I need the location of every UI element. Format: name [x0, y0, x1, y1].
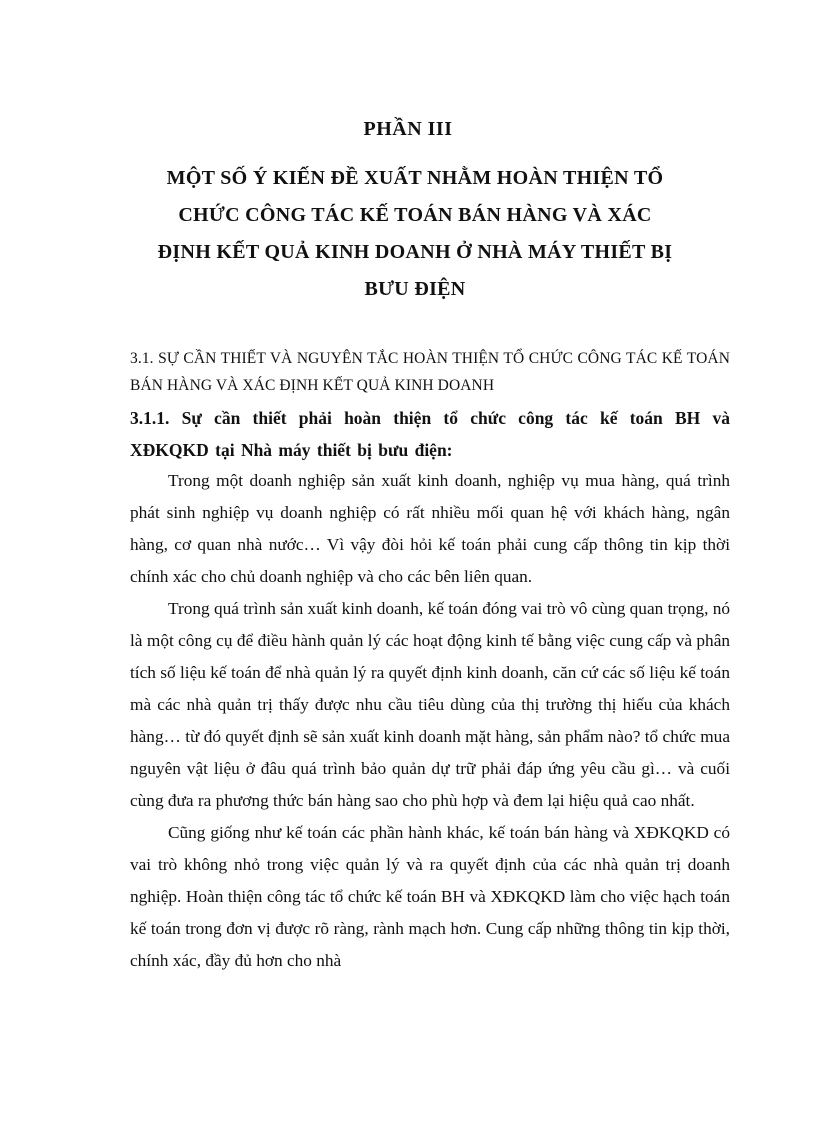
paragraph-1: Trong một doanh nghiệp sản xuất kinh doanh, nghiệp vụ mua hàng, quá trình phát sinh nghiệp vụ doanh nghiệp có rất nhiều mối quan hệ với khách hàng, ngân hàng, cơ quan nhà nước… Vì vậy đòi hỏi kế toán phải cung cấp thông tin kịp thời chính xác cho chủ doanh nghiệp và cho các bên liên quan.: [130, 471, 730, 586]
main-title: MỘT SỐ Ý KIẾN ĐỀ XUẤT NHẰM HOÀN THIỆN TỔ CHỨC CÔNG TÁC KẾ TOÁN BÁN HÀNG VÀ XÁC ĐỊNH KẾT QUẢ KINH DOANH Ở NHÀ MÁY THIẾT BỊ BƯU ĐIỆN: [157, 167, 673, 300]
section-title: 3.1. SỰ CẦN THIẾT VÀ NGUYÊN TẮC HOÀN THIỆN TỔ CHỨC CÔNG TÁC KẾ TOÁN BÁN HÀNG VÀ XÁC ĐỊNH KẾT QUẢ KINH DOANH: [130, 350, 730, 394]
part-title: PHẦN III: [363, 118, 453, 140]
paragraph-3: Cũng giống như kế toán các phần hành khác, kế toán bán hàng và XĐKQKD có vai trò không nhỏ trong việc quản lý và ra quyết định của các nhà quản trị doanh nghiệp. Hoàn thiện công tác tổ chức kế toán BH và XĐKQKD làm cho việc hạch toán kế toán trong đơn vị được rõ ràng, rành mạch hơn. Cung cấp những thông tin kịp thời, chính xác, đầy đủ hơn cho nhà: [130, 823, 730, 970]
paragraph-2: Trong quá trình sản xuất kinh doanh, kế toán đóng vai trò vô cùng quan trọng, nó là một công cụ để điều hành quản lý các hoạt động kinh tế bằng việc cung cấp và phân tích số liệu kế toán để nhà quản lý ra quyết định kinh doanh, căn cứ các số liệu kế toán mà các nhà quản trị thấy được nhu cầu tiêu dùng của thị trường thị hiếu của khách hàng… từ đó quyết định sẽ sản xuất kinh doanh mặt hàng, sản phẩm nào? tổ chức mua nguyên vật liệu ở đâu quá trình bảo quản dự trữ phải đáp ứng yêu cầu gì… và cuối cùng đưa ra phương thức bán hàng sao cho phù hợp và đem lại hiệu quả cao nhất.: [130, 599, 730, 810]
subsection-title: 3.1.1. Sự cần thiết phải hoàn thiện tổ chức công tác kế toán BH và XĐKQKD tại Nhà máy thiết bị bưu điện:: [130, 408, 730, 460]
body-text: [130, 465, 730, 977]
